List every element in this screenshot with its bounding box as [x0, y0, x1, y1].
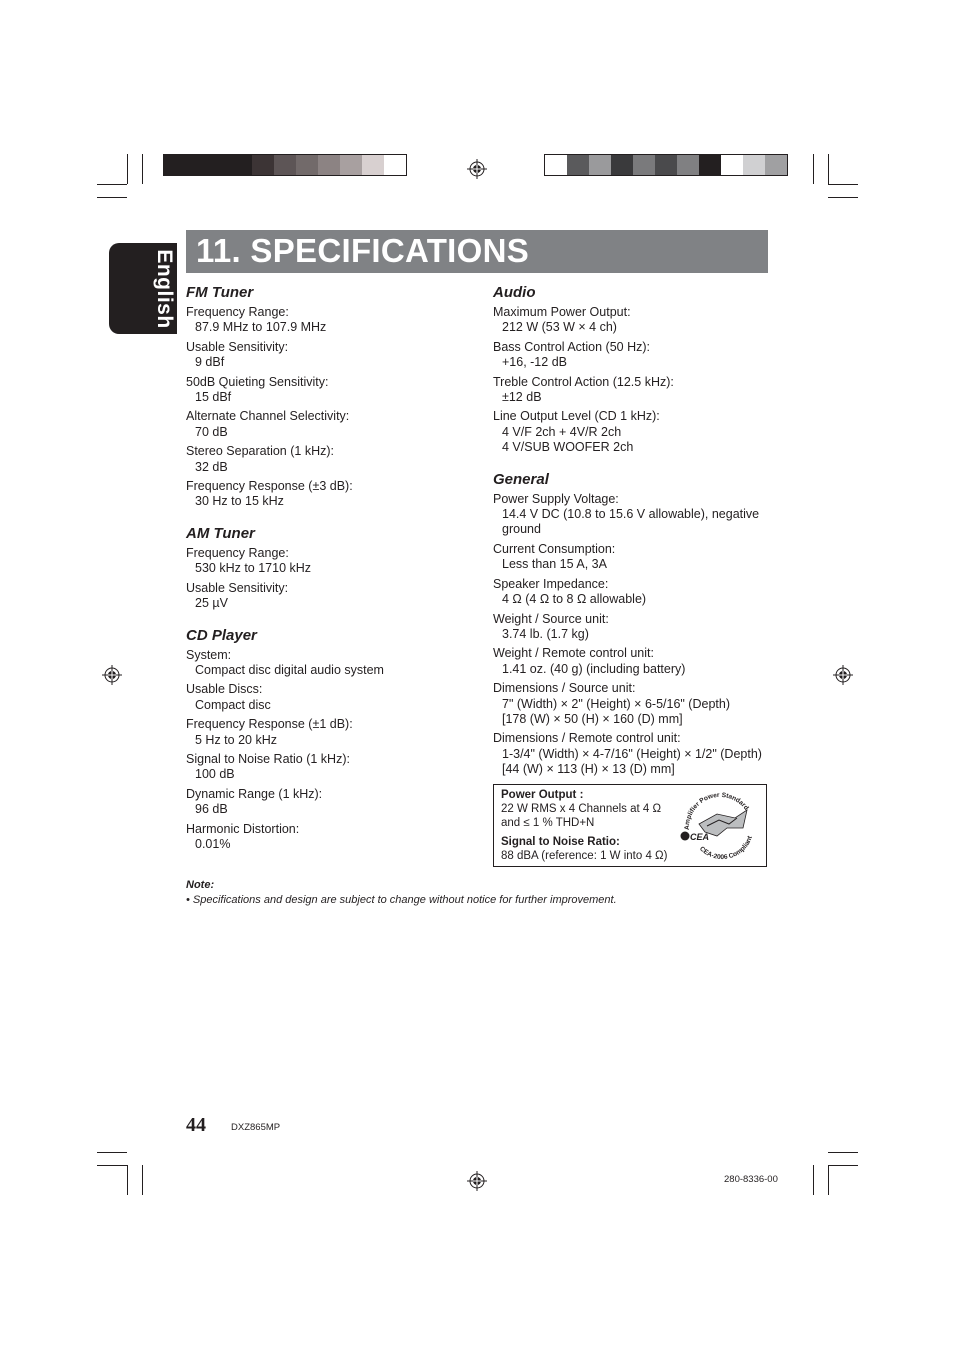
color-swatch — [743, 155, 765, 175]
spec-value: 15 dBf — [195, 390, 232, 405]
spec-value: Compact disc — [195, 697, 271, 712]
spec-label: Usable Sensitivity: — [186, 339, 289, 354]
crop-mark — [813, 1165, 814, 1195]
spec-label: Weight / Remote control unit: — [493, 646, 654, 661]
spec-item — [186, 752, 476, 783]
registration-mark-icon — [102, 665, 122, 685]
spec-item — [186, 682, 476, 713]
spec-label: Maximum Power Output: — [493, 305, 631, 319]
spec-section — [186, 284, 476, 510]
spec-item — [493, 646, 773, 677]
spec-item — [186, 409, 476, 440]
spec-value: 96 dB — [195, 802, 228, 817]
spec-item — [493, 340, 773, 371]
crop-mark — [828, 1165, 829, 1195]
spec-section — [493, 284, 773, 456]
spec-label: Usable Sensitivity: — [186, 580, 289, 595]
color-swatch — [252, 155, 274, 175]
spec-label: Frequency Response (±3 dB): — [186, 479, 353, 494]
page-number: 44 — [186, 1114, 206, 1136]
spec-value: ground — [502, 522, 541, 537]
spec-value: 3.74 lb. (1.7 kg) — [502, 626, 589, 641]
spec-value: 4 V/F 2ch + 4V/R 2ch — [502, 424, 622, 439]
crop-mark — [828, 1165, 858, 1166]
spec-value: 14.4 V DC (10.8 to 15.6 V allowable), negative — [502, 507, 760, 522]
spec-value: 530 kHz to 1710 kHz — [195, 561, 312, 576]
spec-value: 70 dB — [195, 424, 228, 439]
crop-mark — [142, 154, 143, 184]
svg-text:CEA: CEA — [690, 832, 710, 842]
spec-label: Power Supply Voltage: — [493, 491, 619, 506]
spec-item — [493, 375, 773, 406]
spec-label: Frequency Response (±1 dB): — [186, 717, 353, 732]
note-text: • Specifications and design are subject to change without notice for further improvement. — [186, 894, 617, 906]
spec-value: 100 dB — [195, 767, 235, 782]
spec-item — [493, 492, 773, 538]
spec-label: Alternate Channel Selectivity: — [186, 409, 350, 424]
crop-mark — [97, 184, 127, 185]
power-output-box — [493, 784, 767, 867]
language-tab-label: English — [153, 249, 176, 329]
crop-mark — [828, 197, 858, 198]
spec-value: 4 Ω (4 Ω to 8 Ω allowable) — [502, 592, 647, 607]
color-calibration-strip-left — [163, 154, 407, 176]
crop-mark — [142, 1165, 143, 1195]
spec-item — [186, 717, 476, 748]
crop-mark — [828, 184, 858, 185]
page-title: 11. SPECIFICATIONS — [196, 232, 530, 269]
spec-label: Stereo Separation (1 kHz): — [186, 444, 334, 459]
spec-value: 4 V/SUB WOOFER 2ch — [502, 440, 634, 455]
registration-mark-icon — [833, 665, 853, 685]
color-swatch — [384, 155, 406, 175]
color-swatch — [611, 155, 633, 175]
color-swatch — [186, 155, 208, 175]
spec-item — [186, 648, 476, 679]
spec-label: Frequency Range: — [186, 545, 289, 560]
cea-amplifier-power-standard-logo-icon — [677, 788, 763, 864]
power-output-line: 22 W RMS x 4 Channels at 4 Ω — [501, 803, 662, 815]
spec-item — [186, 787, 476, 818]
spec-item — [493, 542, 773, 573]
spec-label: Line Output Level (CD 1 kHz): — [493, 409, 660, 424]
spec-value: 32 dB — [195, 459, 228, 474]
spec-item — [493, 681, 773, 727]
spec-value: 1-3/4" (Width) × 4-7/16" (Height) × 1/2" (Depth) — [502, 746, 762, 761]
spec-column-left — [186, 284, 476, 867]
spec-value: Compact disc digital audio system — [195, 662, 384, 677]
spec-column-right — [493, 284, 773, 793]
color-swatch — [274, 155, 296, 175]
spec-label: Frequency Range: — [186, 305, 289, 319]
crop-mark — [97, 197, 127, 198]
snr-title: Signal to Noise Ratio: — [501, 836, 620, 848]
crop-mark — [813, 154, 814, 184]
color-swatch — [655, 155, 677, 175]
spec-item — [186, 340, 476, 371]
spec-label: Current Consumption: — [493, 541, 616, 556]
color-swatch — [589, 155, 611, 175]
spec-value: 0.01% — [195, 836, 231, 851]
color-swatch — [296, 155, 318, 175]
spec-item — [186, 305, 476, 336]
spec-value: [178 (W) × 50 (H) × 160 (D) mm] — [502, 711, 683, 726]
spec-label: Usable Discs: — [186, 682, 263, 697]
note-title: Note: — [186, 879, 215, 891]
model-number: DXZ865MP — [231, 1122, 281, 1133]
spec-item — [493, 612, 773, 643]
spec-value: ±12 dB — [502, 390, 542, 405]
crop-mark — [127, 1165, 128, 1195]
spec-value: Less than 15 A, 3A — [502, 557, 607, 572]
spec-value: 25 µV — [195, 596, 228, 611]
spec-value: 87.9 MHz to 107.9 MHz — [195, 320, 327, 335]
spec-label: System: — [186, 647, 232, 662]
spec-label: Harmonic Distortion: — [186, 821, 300, 836]
color-swatch — [633, 155, 655, 175]
spec-section-title: FM Tuner — [186, 284, 254, 301]
crop-mark — [97, 1165, 127, 1166]
registration-mark-icon — [467, 1171, 487, 1191]
snr-line: 88 dBA (reference: 1 W into 4 Ω) — [501, 850, 668, 862]
color-swatch — [545, 155, 567, 175]
spec-item — [186, 375, 476, 406]
spec-value: +16, -12 dB — [502, 355, 567, 370]
crop-mark — [97, 1152, 127, 1153]
spec-label: Dynamic Range (1 kHz): — [186, 786, 323, 801]
color-swatch — [230, 155, 252, 175]
spec-section-title: General — [493, 470, 549, 488]
registration-mark-icon — [467, 159, 487, 179]
color-swatch — [340, 155, 362, 175]
spec-item — [186, 444, 476, 475]
page-title-bar — [186, 230, 768, 273]
spec-label: Treble Control Action (12.5 kHz): — [493, 374, 674, 389]
spec-item — [186, 581, 476, 612]
color-swatch — [567, 155, 589, 175]
part-number: 280-8336-00 — [724, 1174, 778, 1185]
spec-label: Weight / Source unit: — [493, 611, 609, 626]
spec-item — [186, 546, 476, 577]
spec-section-title: Audio — [493, 284, 536, 301]
color-swatch — [765, 155, 787, 175]
spec-label: Dimensions / Remote control unit: — [493, 731, 681, 746]
color-swatch — [699, 155, 721, 175]
spec-value: 1.41 oz. (40 g) (including battery) — [502, 661, 686, 676]
spec-label: Bass Control Action (50 Hz): — [493, 339, 651, 354]
color-swatch — [721, 155, 743, 175]
crop-mark — [828, 1152, 858, 1153]
color-swatch — [208, 155, 230, 175]
spec-item — [493, 305, 773, 336]
spec-section — [186, 525, 476, 612]
color-calibration-strip-right — [544, 154, 788, 176]
power-output-title: Power Output : — [501, 789, 584, 801]
spec-item — [493, 409, 773, 455]
spec-label: Signal to Noise Ratio (1 kHz): — [186, 751, 350, 766]
color-swatch — [318, 155, 340, 175]
spec-label: 50dB Quieting Sensitivity: — [186, 374, 329, 389]
spec-section-title: CD Player — [186, 626, 257, 644]
svg-text:CEA-2006 Compliant: CEA-2006 Compliant — [698, 835, 754, 862]
spec-label: Dimensions / Source unit: — [493, 681, 636, 696]
spec-value: 7" (Width) × 2" (Height) × 6-5/16" (Depth) — [502, 696, 730, 711]
spec-item — [493, 577, 773, 608]
spec-section — [493, 471, 773, 778]
crop-mark — [828, 154, 829, 184]
power-output-line: and ≤ 1 % THD+N — [501, 817, 595, 829]
color-swatch — [164, 155, 186, 175]
spec-section-title: AM Tuner — [186, 524, 255, 542]
spec-item — [493, 731, 773, 777]
spec-value: 30 Hz to 15 kHz — [195, 494, 284, 509]
spec-value: [44 (W) × 113 (H) × 13 (D) mm] — [502, 762, 675, 777]
spec-item — [186, 479, 476, 510]
spec-item — [186, 822, 476, 853]
svg-text:Amplifier Power Standard: Amplifier Power Standard — [683, 791, 750, 831]
spec-value: 5 Hz to 20 kHz — [195, 732, 277, 747]
color-swatch — [362, 155, 384, 175]
spec-label: Speaker Impedance: — [493, 576, 609, 591]
spec-value: 9 dBf — [195, 355, 225, 370]
spec-section — [186, 627, 476, 853]
crop-mark — [127, 154, 128, 184]
color-swatch — [677, 155, 699, 175]
spec-value: 212 W (53 W × 4 ch) — [502, 320, 617, 335]
